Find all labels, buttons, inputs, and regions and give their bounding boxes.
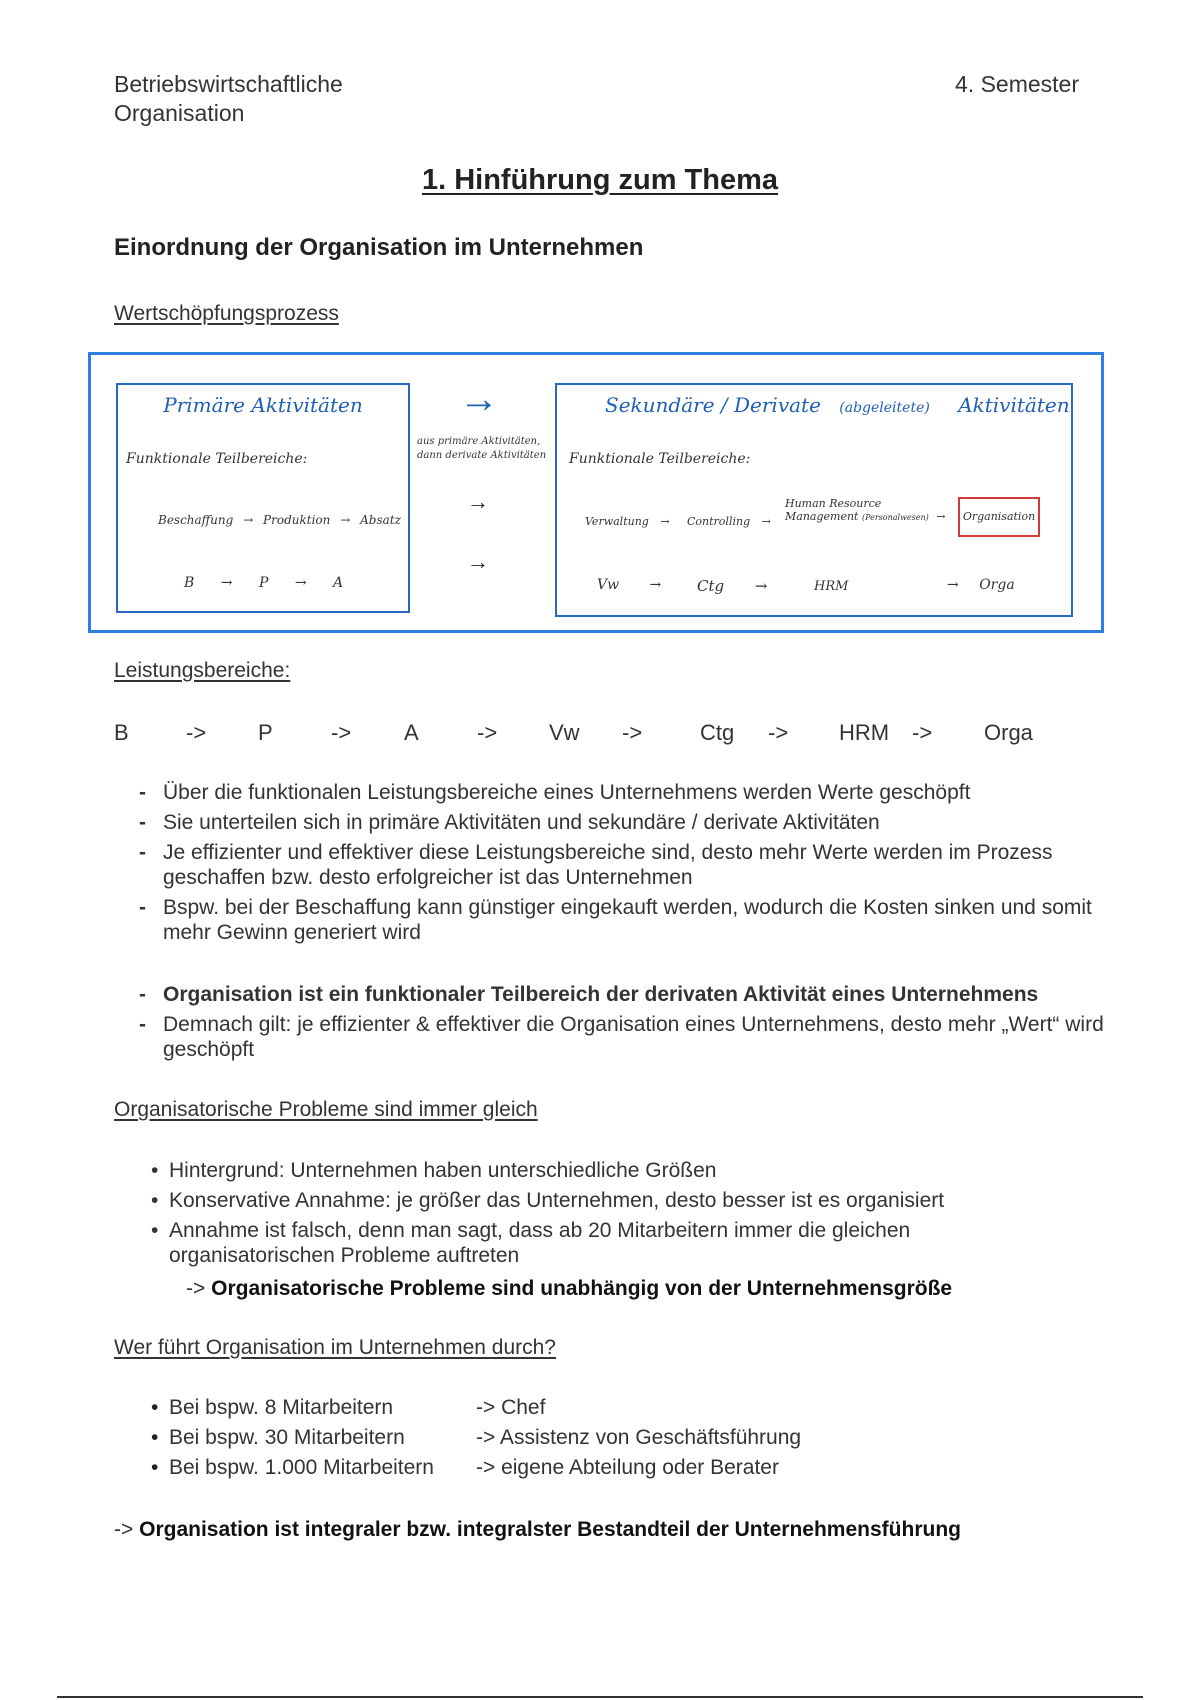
lb-arrow: -> [477,720,498,745]
wer-right: -> eigene Abteilung oder Berater [476,1456,779,1479]
chain-controlling: Controlling [687,515,751,528]
course-name-line1: Betriebswirtschaftliche [114,71,343,97]
organisation-bullet-list [114,982,1104,1067]
abbr-a: A [333,575,344,591]
primary-abbr-chain [184,575,343,591]
list-item: - Über die funktionalen Leistungsbereiche eines Unternehmens werden Werte geschöpft [114,780,1094,805]
lb-arrow: -> [331,720,352,745]
chain-verwaltung: Verwaltung [585,515,649,528]
chain-hrm-note: (Personalwesen) [861,513,929,522]
probleme-heading: Organisatorische Probleme sind immer gleich [114,1098,538,1121]
probleme-conclusion [186,1277,952,1301]
chain-hrm-line1: Human Resource [785,497,882,510]
transition-note-line2: dann derivate Aktivitäten [417,450,547,461]
arrow-icon: → [243,513,254,527]
arrow-icon: → [660,515,670,528]
arrow-icon: → [761,515,771,528]
arrow-icon: → [220,575,233,591]
primary-activities-box [116,383,410,613]
list-item: - Demnach gilt: je effizienter & effektiver die Organisation eines Unternehmens, desto mehr „Wert“ wird geschöpft [114,1012,1104,1062]
secondary-activities-box [555,383,1073,617]
final-arrow: -> [114,1518,134,1541]
abbr-vw: Vw [597,577,620,593]
secondary-funktional-label: Funktionale Teilbereiche: [569,451,751,467]
abbr-ctg: Ctg [697,577,725,595]
arrow-icon: → [649,577,662,593]
primary-funktional-label: Funktionale Teilbereiche: [126,451,308,467]
leistungsbereiche-heading: Leistungsbereiche: [114,659,291,682]
secondary-title [605,393,1070,417]
arrow-icon: → [467,549,489,574]
lb-ctg: Ctg [700,720,735,745]
course-name [114,70,343,128]
secondary-abbr-ctg [697,577,793,595]
transition-note [417,435,547,463]
secondary-title-end: Aktivitäten [958,393,1070,417]
wer-right: -> Assistenz von Geschäftsführung [476,1426,802,1449]
conclusion-arrow: -> [186,1277,206,1300]
arrow-icon: → [467,489,489,514]
lb-arrow: -> [768,720,789,745]
secondary-chain-controlling [687,515,779,528]
arrow-icon: → [947,577,959,593]
list-item-bold: - Organisation ist ein funktionaler Teilbereich der derivaten Aktivität eines Unternehmens [114,982,1104,1007]
lb-orga: Orga [984,720,1033,745]
secondary-chain-hrm [785,497,946,524]
arrow-icon: → [340,513,351,527]
value-chain-diagram [88,352,1104,633]
secondary-title-paren: (abgeleitete) [839,400,930,416]
big-arrow-icon: → [459,377,499,421]
transition-note-line1: aus primäre Aktivitäten, [417,436,541,447]
secondary-abbr-orga [947,577,1015,593]
primary-chain [158,513,401,527]
section-heading: Einordnung der Organisation im Unternehmen [114,234,644,261]
chain-produktion: Produktion [263,513,331,527]
list-item: - Sie unterteilen sich in primäre Aktivitäten und sekundäre / derivate Aktivitäten [114,810,1094,835]
chain-hrm-line2: Management [785,510,859,523]
final-text: Organisation ist integraler bzw. integralster Bestandteil der Unternehmensführung [139,1518,961,1541]
lb-b: B [114,720,129,745]
chain-absatz: Absatz [360,513,401,527]
wer-right: -> Chef [476,1396,546,1419]
chain-beschaffung: Beschaffung [158,513,234,527]
footer-rule [57,1696,1143,1698]
list-item: • Annahme ist falsch, denn man sagt, dass ab 20 Mitarbeitern immer die gleichen organisatorischen Probleme auftreten [114,1218,1074,1268]
arrow-icon: → [936,510,946,523]
conclusion-text: Organisatorische Probleme sind unabhängig von der Unternehmensgröße [211,1277,953,1300]
page-title: 1. Hinführung zum Thema [421,164,779,196]
arrow-icon: → [294,575,307,591]
lb-p: P [258,720,273,745]
lb-hrm: HRM [839,720,890,745]
list-item: - Je effizienter und effektiver diese Leistungsbereiche sind, desto mehr Werte werden im Prozess geschaffen bzw. desto erfolgreicher ist das Unternehmen [114,840,1094,890]
lb-a: A [404,720,419,745]
wer-heading: Wer führt Organisation im Unternehmen durch? [114,1336,556,1359]
course-name-line2: Organisation [114,100,245,126]
leistung-bullet-list [114,780,1094,950]
arrow-icon: → [754,577,768,595]
list-item: • Hintergrund: Unternehmen haben unterschiedliche Größen [114,1158,1074,1183]
organisation-highlight-box: Organisation [958,497,1040,537]
lb-vw: Vw [549,720,580,745]
final-conclusion [114,1518,961,1542]
lb-arrow: -> [186,720,207,745]
table-row: • Bei bspw. 8 Mitarbeitern -> Chef [151,1396,546,1419]
table-row: • Bei bspw. 30 Mitarbeitern -> Assistenz von Geschäftsführung [151,1426,802,1449]
lb-arrow: -> [622,720,643,745]
wer-left: Bei bspw. 30 Mitarbeitern [169,1426,405,1449]
list-item: - Bspw. bei der Beschaffung kann günstiger eingekauft werden, wodurch die Kosten sinken und somit mehr Gewinn generiert wird [114,895,1094,945]
wer-table [114,1396,1014,1486]
subheading-wertschoepfung: Wertschöpfungsprozess [114,302,339,325]
primary-title: Primäre Aktivitäten [163,393,363,417]
table-row: • Bei bspw. 1.000 Mitarbeitern -> eigene Abteilung oder Berater [151,1456,779,1479]
semester-label: 4. Semester [955,71,1079,97]
wer-left: Bei bspw. 1.000 Mitarbeitern [169,1456,434,1479]
abbr-b: B [184,575,195,591]
list-item: • Konservative Annahme: je größer das Unternehmen, desto besser ist es organisiert [114,1188,1074,1213]
abbr-orga: Orga [979,577,1015,593]
wer-left: Bei bspw. 8 Mitarbeitern [169,1396,394,1419]
secondary-abbr-vw [597,577,687,593]
abbr-hrm: HRM [814,579,849,594]
secondary-chain-verwaltung [585,515,678,528]
lb-arrow: -> [912,720,933,745]
probleme-list [114,1158,1074,1273]
secondary-title-main: Sekundäre / Derivate [605,393,821,417]
abbr-p: P [258,575,269,591]
